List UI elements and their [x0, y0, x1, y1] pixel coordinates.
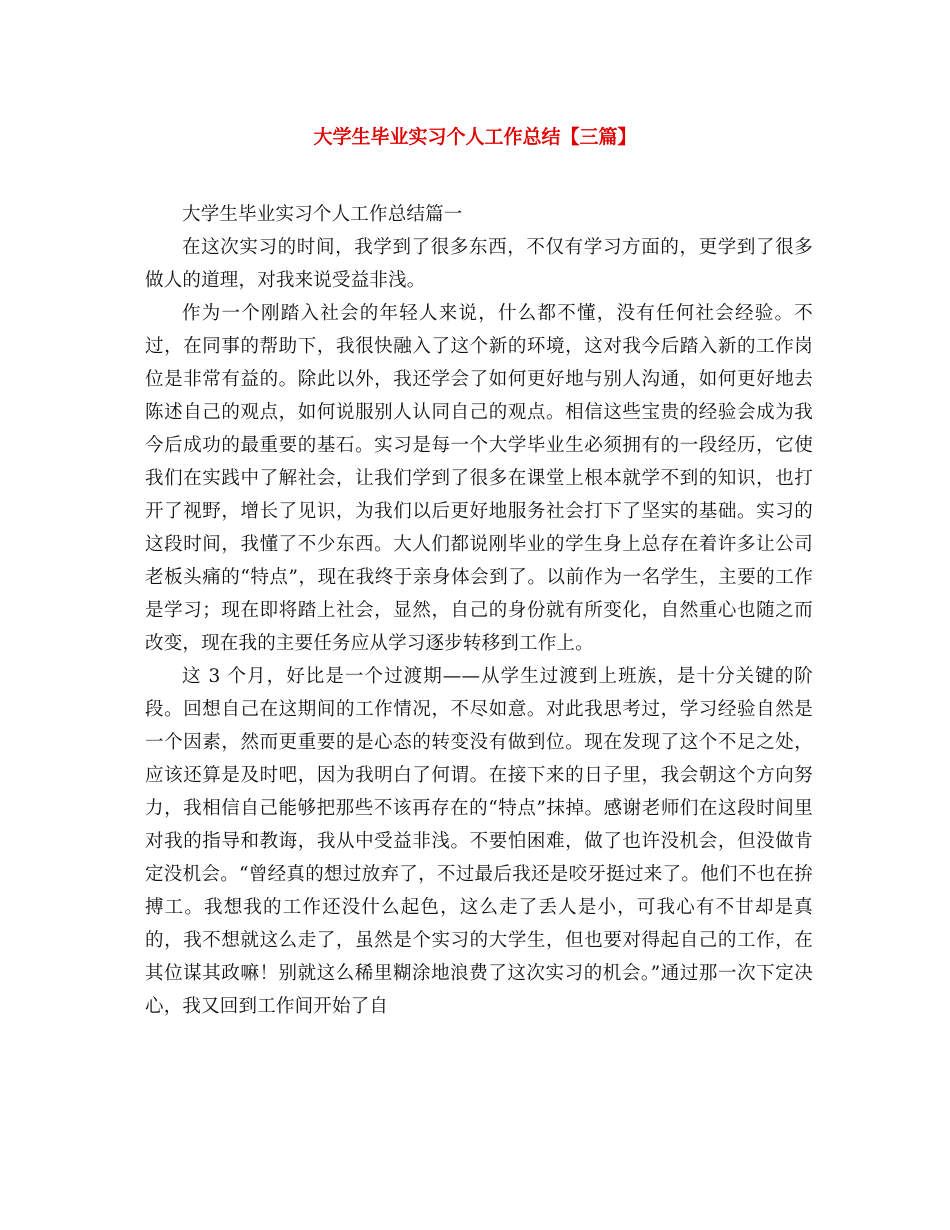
paragraph-2: 作为一个刚踏入社会的年轻人来说，什么都不懂，没有任何社会经验。不过，在同事的帮助下，我很快融入了这个新的环境，这对我今后踏入新的工作岗位是非常有益的。除此以外，我还学会了如何更好地与别人沟通，如何更好地去陈述自己的观点，如何说服别人认同自己的观点。相信这些宝贵的经验会成为我今后成功的最重要的基石。实习是每一个大学毕业生必须拥有的一段经历，它使我们在实践中了解社会，让我们学到了很多在课堂上根本就学不到的知识，也打开了视野，增长了见识，为我们以后更好地服务社会打下了坚实的基础。实习的这段时间，我懂了不少东西。大人们都说刚毕业的学生身上总存在着许多让公司老板头痛的“特点”，现在我终于亲身体会到了。以前作为一名学生，主要的工作是学习；现在即将踏上社会，显然，自己的身份就有所变化，自然重心也随之而改变，现在我的主要任务应从学习逐步转移到工作上。	[145, 303, 813, 654]
document-body	[145, 198, 813, 1023]
paragraph-3: 这 3 个月，好比是一个过渡期——从学生过渡到上班族，是十分关键的阶段。回想自己在这期间的工作情况，不尽如意。对此我思考过，学习经验自然是一个因素，然而更重要的是心态的转变没有做到位。现在发现了这个不足之处，应该还算是及时吧，因为我明白了何谓。在接下来的日子里，我会朝这个方向努力，我相信自己能够把那些不该再存在的“特点”抹掉。感谢老师们在这段时间里对我的指导和教诲，我从中受益非浅。不要怕困难，做了也许没机会，但没做肯定没机会。“曾经真的想过放弃了，不过最后我还是咬牙挺过来了。他们不也在拚搏工。我想我的工作还没什么起色，这么走了丢人是小，可我心有不甘却是真的，我不想就这么走了，虽然是个实习的大学生，但也要对得起自己的工作，在其位谋其政嘛！别就这么稀里糊涂地浪费了这次实习的机会。”通过那一次下定决心，我又回到工作间开始了自	[145, 666, 813, 1017]
paragraph-1: 在这次实习的时间，我学到了很多东西，不仅有学习方面的，更学到了很多做人的道理，对我来说受益非浅。	[145, 237, 813, 291]
section-heading: 大学生毕业实习个人工作总结篇一	[182, 204, 463, 225]
document-title: 大学生毕业实习个人工作总结【三篇】	[313, 126, 637, 148]
